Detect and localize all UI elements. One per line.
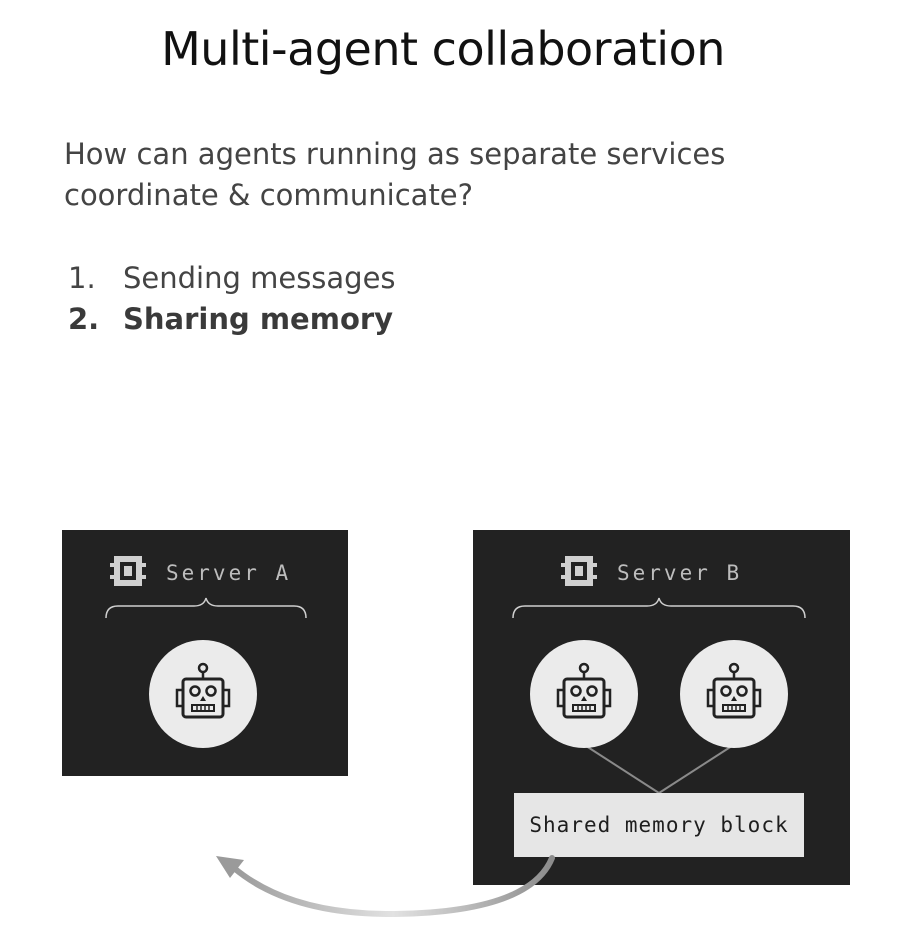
slide-question: How can agents running as separate services coordinate & communicate? (64, 137, 726, 212)
agent-b1 (530, 640, 638, 748)
server-a-panel (62, 530, 348, 776)
list-number: 1. (68, 261, 96, 295)
list-item-sending-messages (68, 258, 396, 299)
server-b-label: Server B (617, 561, 743, 585)
list-label: Sending messages (123, 261, 396, 295)
server-icon (110, 554, 146, 592)
agent-b2 (680, 640, 788, 748)
arrow-head-icon (216, 856, 244, 878)
approach-list (68, 258, 396, 340)
list-label: Sharing memory (123, 302, 394, 336)
slide-title: Multi-agent collaboration (161, 22, 725, 76)
server-a-brace (104, 596, 308, 620)
robot-icon (552, 660, 616, 728)
server-a-header (110, 554, 291, 592)
server-b-panel (473, 530, 850, 885)
robot-icon (702, 660, 766, 728)
list-item-sharing-memory (68, 299, 396, 340)
robot-icon (171, 660, 235, 728)
agent-a (149, 640, 257, 748)
shared-memory-block: Shared memory block (514, 793, 804, 857)
server-a-label: Server A (166, 561, 292, 585)
list-number: 2. (68, 302, 100, 336)
